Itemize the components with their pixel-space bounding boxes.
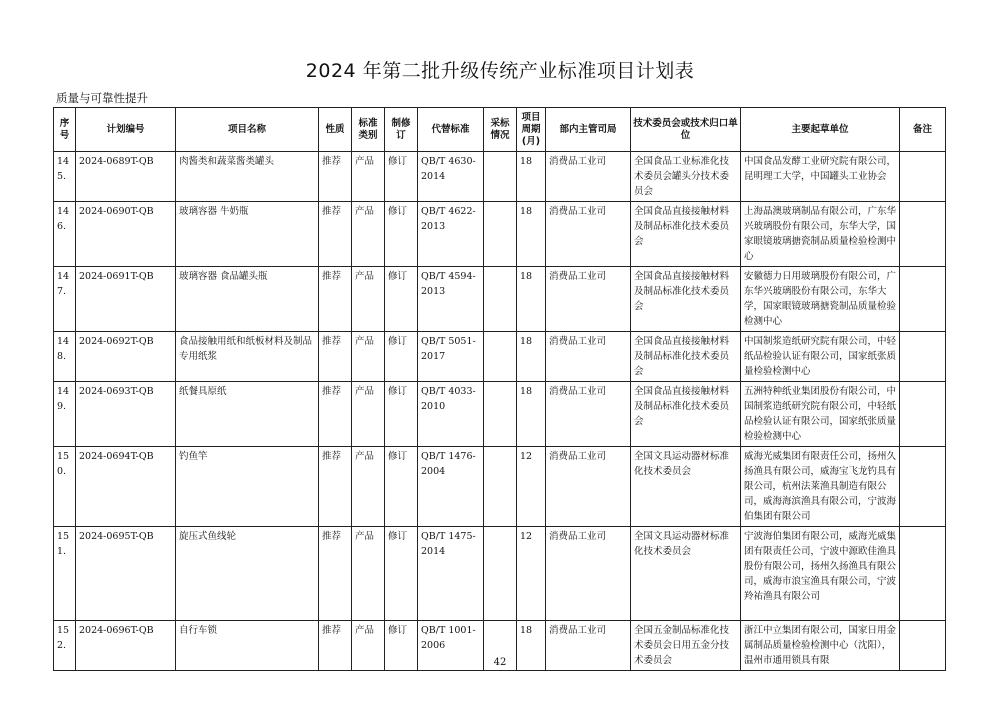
cell-adoption [484, 202, 517, 267]
cell-department: 消费品工业司 [546, 202, 631, 267]
cell-committee: 全国食品直接接触材料及制品标准化技术委员会 [631, 202, 741, 267]
cell-project-name: 玻璃容器 食品罐头瓶 [176, 267, 319, 332]
cell-period: 18 [517, 202, 546, 267]
cell-category: 产品 [352, 382, 385, 447]
cell-committee: 全国五金制品标准化技术委员会日用五金分技术委员会 [631, 621, 741, 671]
cell-project-name: 玻璃容器 牛奶瓶 [176, 202, 319, 267]
cell-adoption [484, 267, 517, 332]
cell-replaced-std: QB/T 4594-2013 [418, 267, 484, 332]
cell-seq: 152. [54, 621, 76, 671]
header-cell: 序号 [54, 108, 76, 152]
cell-plan-no: 2024-0691T-QB [76, 267, 176, 332]
cell-committee: 全国食品直接接触材料及制品标准化技术委员会 [631, 382, 741, 447]
cell-remark [900, 332, 946, 382]
cell-plan-no: 2024-0692T-QB [76, 332, 176, 382]
table-row [54, 152, 946, 202]
cell-plan-no: 2024-0695T-QB [76, 527, 176, 621]
cell-category: 产品 [352, 447, 385, 527]
cell-drafters: 中国制浆造纸研究院有限公司，中轻纸品检验认证有限公司，国家纸张质量检验检测中心 [741, 332, 900, 382]
cell-drafters: 上海晶澳玻璃制品有限公司，广东华兴玻璃股份有限公司，东华大学，国家眼镜玻璃搪瓷制品质量检验检测中心 [741, 202, 900, 267]
cell-remark [900, 447, 946, 527]
table-row [54, 527, 946, 621]
header-cell: 性质 [319, 108, 352, 152]
header-cell: 计划编号 [76, 108, 176, 152]
cell-department: 消费品工业司 [546, 382, 631, 447]
cell-drafters: 五洲特种纸业集团股份有限公司，中国制浆造纸研究院有限公司，中轻纸品检验认证有限公司，国家纸张质量检验检测中心 [741, 382, 900, 447]
cell-period: 12 [517, 527, 546, 621]
cell-committee: 全国文具运动器材标准化技术委员会 [631, 527, 741, 621]
cell-plan-no: 2024-0696T-QB [76, 621, 176, 671]
cell-department: 消费品工业司 [546, 527, 631, 621]
cell-nature: 推荐 [319, 267, 352, 332]
cell-period: 18 [517, 267, 546, 332]
cell-category: 产品 [352, 621, 385, 671]
cell-plan-no: 2024-0694T-QB [76, 447, 176, 527]
standards-plan-table [53, 107, 946, 671]
cell-project-name: 钓鱼竿 [176, 447, 319, 527]
cell-remark [900, 267, 946, 332]
cell-remark [900, 152, 946, 202]
cell-project-name: 肉酱类和蔬菜酱类罐头 [176, 152, 319, 202]
cell-revision: 修订 [385, 202, 418, 267]
cell-plan-no: 2024-0690T-QB [76, 202, 176, 267]
cell-seq: 151. [54, 527, 76, 621]
cell-revision: 修订 [385, 332, 418, 382]
cell-period: 12 [517, 447, 546, 527]
cell-remark [900, 382, 946, 447]
cell-seq: 146. [54, 202, 76, 267]
table-row [54, 332, 946, 382]
cell-nature: 推荐 [319, 621, 352, 671]
header-cell: 标准类别 [352, 108, 385, 152]
cell-replaced-std: QB/T 4622-2013 [418, 202, 484, 267]
cell-revision: 修订 [385, 152, 418, 202]
cell-category: 产品 [352, 267, 385, 332]
cell-nature: 推荐 [319, 382, 352, 447]
cell-committee: 全国食品工业标准化技术委员会罐头分技术委员会 [631, 152, 741, 202]
header-cell: 主要起草单位 [741, 108, 900, 152]
cell-project-name: 旋压式鱼线轮 [176, 527, 319, 621]
cell-period: 18 [517, 621, 546, 671]
cell-committee: 全国食品直接接触材料及制品标准化技术委员会 [631, 332, 741, 382]
table-row [54, 267, 946, 332]
cell-category: 产品 [352, 527, 385, 621]
cell-department: 消费品工业司 [546, 152, 631, 202]
cell-project-name: 食品接触用纸和纸板材料及制品专用纸浆 [176, 332, 319, 382]
cell-replaced-std: QB/T 4630-2014 [418, 152, 484, 202]
cell-category: 产品 [352, 202, 385, 267]
header-cell: 采标情况 [484, 108, 517, 152]
cell-revision: 修订 [385, 527, 418, 621]
cell-plan-no: 2024-0689T-QB [76, 152, 176, 202]
page-number: 42 [493, 657, 507, 668]
header-cell: 备注 [900, 108, 946, 152]
cell-adoption [484, 332, 517, 382]
cell-replaced-std: QB/T 5051-2017 [418, 332, 484, 382]
cell-seq: 150. [54, 447, 76, 527]
cell-seq: 149. [54, 382, 76, 447]
cell-department: 消费品工业司 [546, 621, 631, 671]
cell-department: 消费品工业司 [546, 267, 631, 332]
cell-replaced-std: QB/T 4033-2010 [418, 382, 484, 447]
table-header-row [54, 108, 946, 152]
section-subtitle: 质量与可靠性提升 [56, 91, 148, 105]
cell-adoption [484, 447, 517, 527]
cell-remark [900, 527, 946, 621]
cell-replaced-std: QB/T 1475-2014 [418, 527, 484, 621]
cell-committee: 全国食品直接接触材料及制品标准化技术委员会 [631, 267, 741, 332]
cell-remark [900, 202, 946, 267]
cell-drafters: 中国食品发酵工业研究院有限公司，昆明理工大学，中国罐头工业协会 [741, 152, 900, 202]
cell-department: 消费品工业司 [546, 447, 631, 527]
header-cell: 技术委员会或技术归口单位 [631, 108, 741, 152]
cell-period: 18 [517, 152, 546, 202]
cell-drafters: 威海光威集团有限责任公司，扬州久扬渔具有限公司，威海宝飞龙钓具有限公司，杭州法莱渔具制造有限公司，威海海滨渔具有限公司，宁波海伯集团有限公司 [741, 447, 900, 527]
cell-category: 产品 [352, 152, 385, 202]
cell-replaced-std: QB/T 1476-2004 [418, 447, 484, 527]
cell-adoption [484, 152, 517, 202]
header-cell: 部内主管司局 [546, 108, 631, 152]
cell-committee: 全国文具运动器材标准化技术委员会 [631, 447, 741, 527]
cell-adoption [484, 382, 517, 447]
cell-nature: 推荐 [319, 332, 352, 382]
cell-period: 18 [517, 382, 546, 447]
cell-seq: 147. [54, 267, 76, 332]
cell-nature: 推荐 [319, 202, 352, 267]
cell-nature: 推荐 [319, 447, 352, 527]
table-row [54, 447, 946, 527]
cell-department: 消费品工业司 [546, 332, 631, 382]
cell-category: 产品 [352, 332, 385, 382]
cell-drafters: 安徽德力日用玻璃股份有限公司，广东华兴玻璃股份有限公司，东华大学，国家眼镜玻璃搪瓷制品质量检验检测中心 [741, 267, 900, 332]
table-row [54, 382, 946, 447]
header-cell: 制修订 [385, 108, 418, 152]
cell-revision: 修订 [385, 267, 418, 332]
cell-nature: 推荐 [319, 527, 352, 621]
cell-project-name: 自行车锁 [176, 621, 319, 671]
cell-plan-no: 2024-0693T-QB [76, 382, 176, 447]
table-row [54, 202, 946, 267]
cell-seq: 145. [54, 152, 76, 202]
header-cell: 项目名称 [176, 108, 319, 152]
cell-drafters: 浙江中立集团有限公司，国家日用金属制品质量检验检测中心（沈阳），温州市通用锁具有限 [741, 621, 900, 671]
cell-project-name: 纸餐具原纸 [176, 382, 319, 447]
cell-adoption [484, 527, 517, 621]
cell-revision: 修订 [385, 382, 418, 447]
cell-drafters: 宁波海伯集团有限公司，威海光威集团有限责任公司，宁波中源欧佳渔具股份有限公司，扬州久扬渔具有限公司，威海市浪宝渔具有限公司，宁波羚祐渔具有限公司 [741, 527, 900, 621]
page-title: 2024 年第二批升级传统产业标准项目计划表 [305, 60, 695, 82]
cell-seq: 148. [54, 332, 76, 382]
header-cell: 项目周期(月) [517, 108, 546, 152]
cell-replaced-std: QB/T 1001-2006 [418, 621, 484, 671]
cell-revision: 修订 [385, 447, 418, 527]
header-cell: 代替标准 [418, 108, 484, 152]
cell-revision: 修订 [385, 621, 418, 671]
cell-nature: 推荐 [319, 152, 352, 202]
cell-period: 18 [517, 332, 546, 382]
